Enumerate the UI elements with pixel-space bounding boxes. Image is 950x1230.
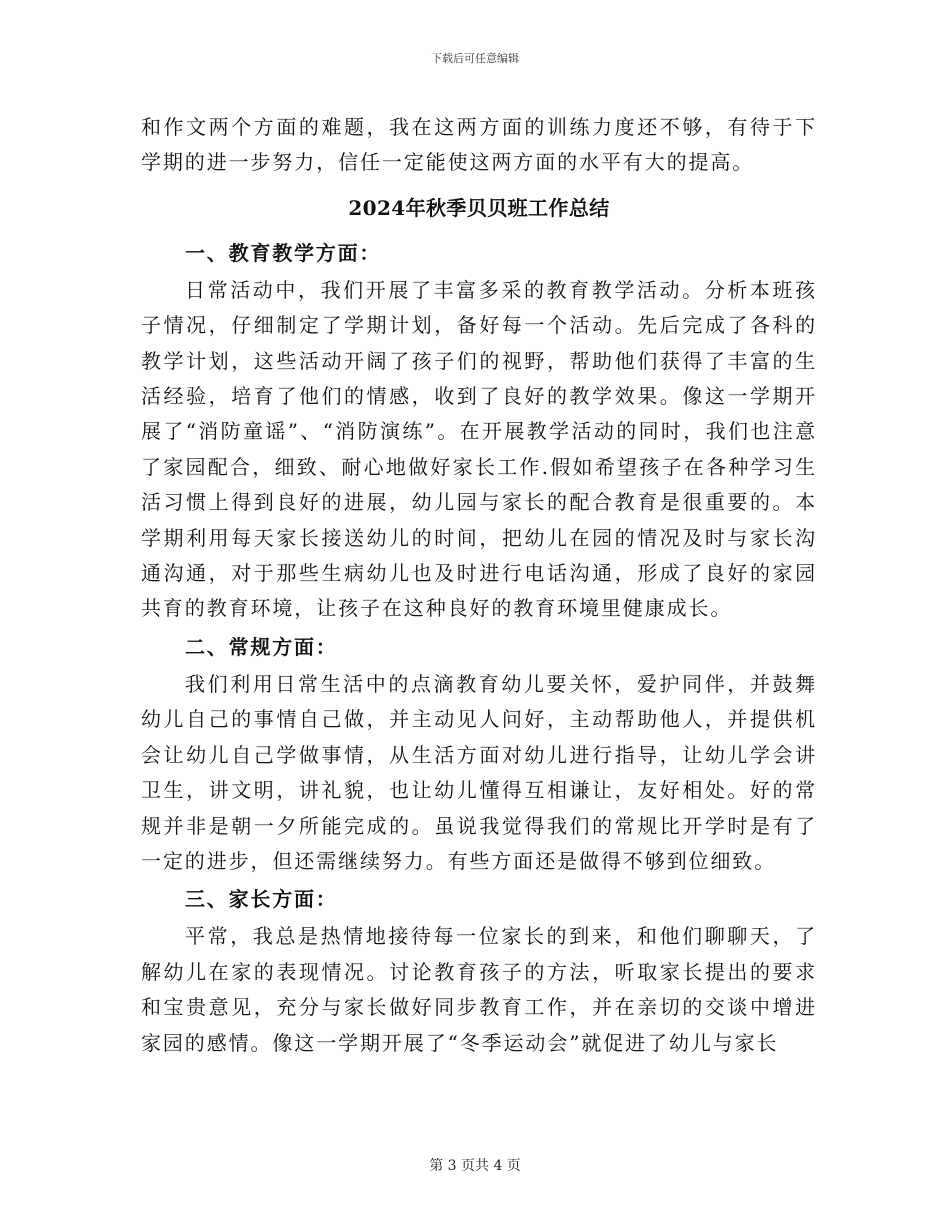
section-body-teaching: 日常活动中，我们开展了丰富多采的教育教学活动。分析本班孩子情况，仔细制定了学期计划，备好每一个活动。先后完成了各科的教学计划，这些活动开阔了孩子们的视野，帮助他们获得了丰富的生活经验，培育了他们的情感，收到了良好的教学效果。像这一学期开展了“消防童谣”、“消防演练”。在开展教学活动的同时，我们也注意了家园配合，细致、耐心地做好家长工作.假如希望孩子在各种学习生活习惯上得到良好的进展，幼儿园与家长的配合教育是很重要的。本学期利用每天家长接送幼儿的时间，把幼儿在园的情况及时与家长沟通沟通，对于那些生病幼儿也及时进行电话沟通，形成了良好的家园共育的教育环境，让孩子在这种良好的教育环境里健康成长。 — [141, 277, 817, 621]
section-heading-parents: 三、家长方面： — [185, 887, 338, 912]
intro-paragraph: 和作文两个方面的难题，我在这两方面的训练力度还不够，有待于下学期的进一步努力，信任一定能使这两方面的水平有大的提高。 — [141, 115, 817, 175]
section-body-parents: 平常，我总是热情地接待每一位家长的到来，和他们聊聊天，了解幼儿在家的表现情况。讨论教育孩子的方法，听取家长提出的要求和宝贵意见，充分与家长做好同步教育工作，并在亲切的交谈中增进家园的感情。像这一学期开展了“冬季运动会”就促进了幼儿与家长 — [141, 924, 817, 1055]
document-title: 2024年秋季贝贝班工作总结 — [348, 195, 610, 220]
section-heading-routine: 二、常规方面： — [185, 634, 338, 659]
section-heading-teaching: 一、教育教学方面： — [185, 240, 382, 265]
page-header: 下载后可任意编辑 — [431, 52, 519, 65]
page-footer: 第 3 页共 4 页 — [429, 1158, 521, 1174]
section-body-routine: 我们利用日常生活中的点滴教育幼儿要关怀，爱护同伴，并鼓舞幼儿自己的事情自己做，并主动见人问好，主动帮助他人，并提供机会让幼儿自己学做事情，从生活方面对幼儿进行指导，让幼儿学会讲卫生，讲文明，讲礼貌，也让幼儿懂得互相谦让，友好相处。好的常规并非是朝一夕所能完成的。虽说我觉得我们的常规比开学时是有了一定的进步，但还需继续努力。有些方面还是做得不够到位细致。 — [141, 671, 817, 873]
document-body — [141, 110, 817, 1061]
